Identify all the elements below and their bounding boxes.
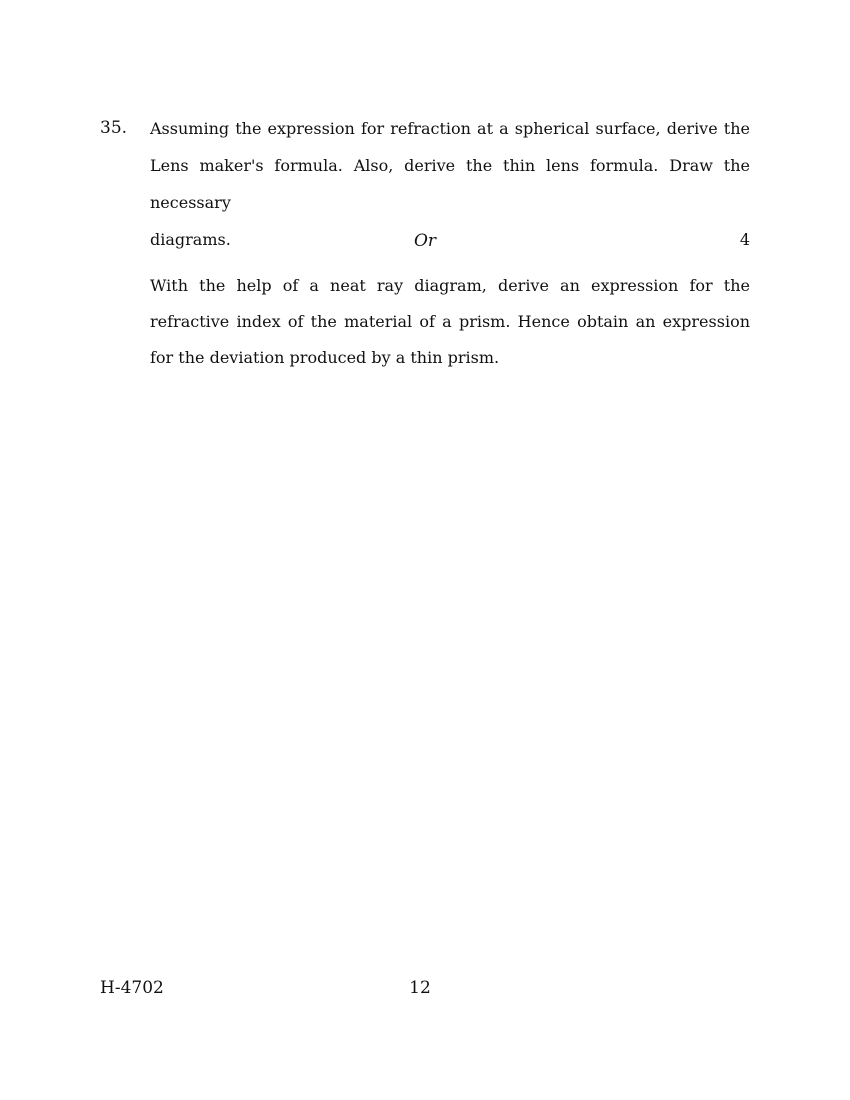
marks-value: 4 [739,230,750,249]
page-number: 12 [409,978,431,998]
alternative-question-text: With the help of a neat ray diagram, derive an expression for the refractive index of the material of a prism. Hence obtain an expression for the deviation produced by a thin prism. [150,276,750,367]
paper-code: H-4702 [100,978,164,998]
question-number: 35. [100,118,128,138]
or-separator: Or [413,231,437,251]
question-last-word: diagrams. [150,230,231,249]
alternative-question [150,268,750,376]
question-text: Assuming the expression for refraction at a spherical surface, derive the Lens maker's formula. Also, derive the thin lens formula. Draw the necessary [150,119,750,212]
